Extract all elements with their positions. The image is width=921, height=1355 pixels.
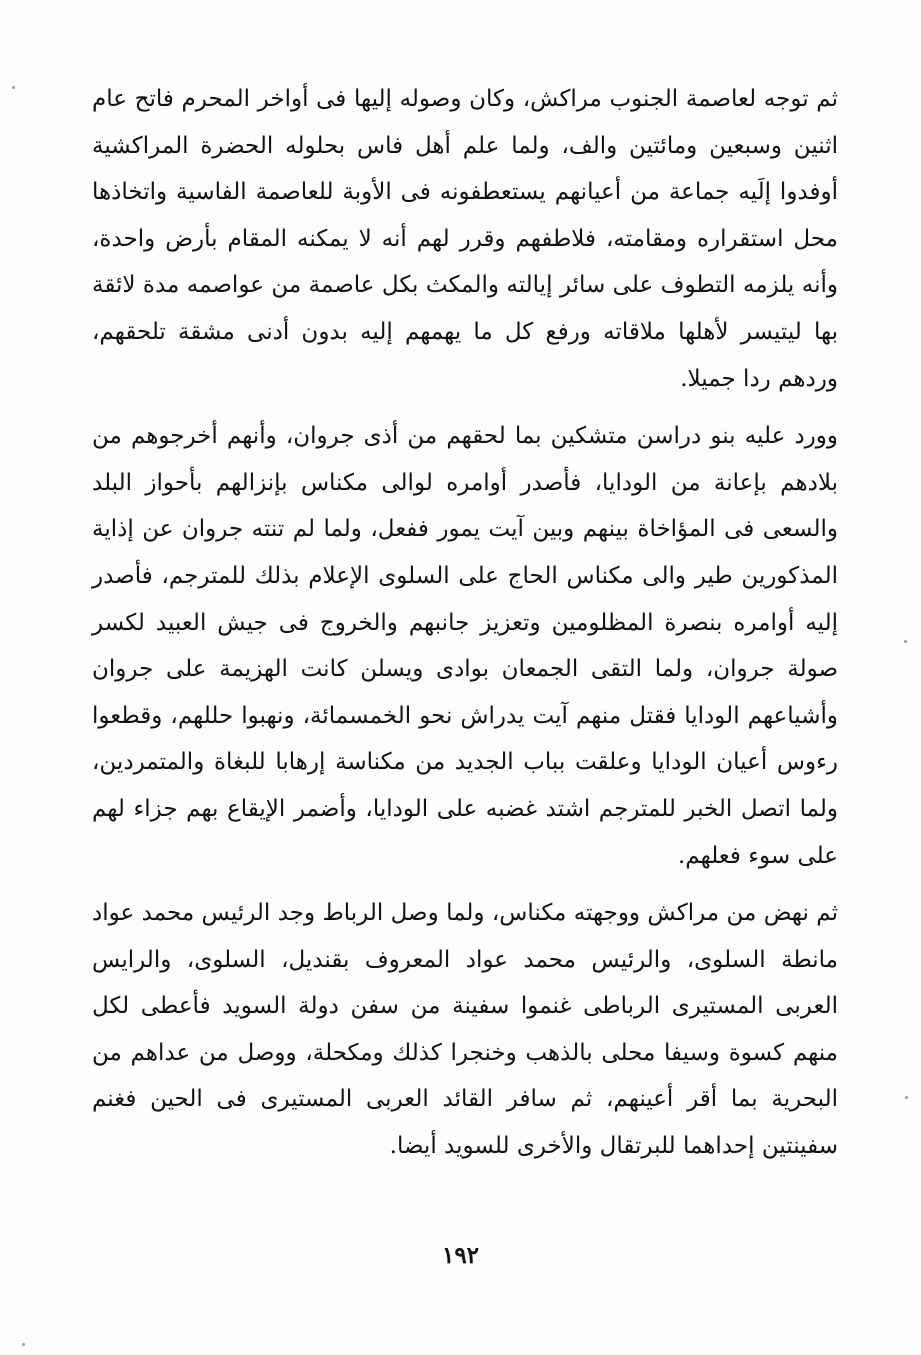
scan-speck bbox=[12, 86, 15, 89]
paragraph-3: ثم نهض من مراكش ووجهته مكناس، ولما وصل الرباط وجد الرئيس محمد عواد مانطة السلوى، والرئيس محمد عواد المعروف بقنديل، السلوى، والرايس العربى المستيرى الرباطى غنموا سفينة من سفن دولة السويد فأعطى لكل منهم كسوة وسيفا محلى بالذهب وخنجرا كذلك ومكحلة، ووصل من عداهم من البحرية بما أقر أعينهم، ثم سافر القائد العربى المستيرى فى الحين فغنم سفينتين إحداهما للبرتقال والأخرى للسويد أيضا. bbox=[92, 900, 838, 1160]
scan-speck bbox=[22, 1343, 25, 1346]
paragraph-2: وورد عليه بنو دراسن متشكين بما لحقهم من أذى جروان، وأنهم أخرجوهم من بلادهم بإعانة من الودايا، فأصدر أوامره لوالى مكناس بإنزالهم بأحواز البلد والسعى فى المؤاخاة بينهم وبين آيت يمور ففعل، ولما لم تنته جروان عن إذاية المذكورين طير والى مكناس الحاج على السلوى الإعلام بذلك للمترجم، فأصدر إليه أوامره بنصرة المظلومين وتعزيز جانبهم والخروج فى جيش العبيد لكسر صولة جروان، ولما التقى الجمعان بوادى ويسلن كانت الهزيمة على جروان وأشياعهم الودايا فقتل منهم آيت يدراش نحو الخمسمائة، ونهبوا حللهم، وقطعوا رءوس أعيان الودايا وعلقت بباب الجديد من مكناسة إرهابا للبغاة والمتمردين، ولما اتصل الخبر للمترجم اشتد غضبه على الودايا، وأضمر الإيقاع بهم جزاء لهم على سوء فعلهم. bbox=[92, 423, 838, 869]
paragraph-1: ثم توجه لعاصمة الجنوب مراكش، وكان وصوله إليها فى أواخر المحرم فاتح عام اثنين وسبعين ومائتين والف، ولما علم أهل فاس بحلوله الحضرة المراكشية أوفدوا إلَيه جماعة من أعيانهم يستعطفونه فى الأوبة للعاصمة الفاسية واتخاذها محل استقراره ومقامته، فلاطفهم وقرر لهم أنه لا يمكنه المقام بأرض واحدة، وأنه يلزمه التطوف على سائر إيالته والمكث بكل عاصمة من عواصمه مدة لائقة بها ليتيسر لأهلها ملاقاته ورفع كل ما يهمهم إليه بدون أدنى مشقة تلحقهم، وردهم ردا جميلا. bbox=[92, 86, 838, 392]
body-text bbox=[92, 76, 838, 1170]
scan-speck bbox=[905, 1096, 908, 1099]
scan-speck bbox=[904, 640, 907, 643]
page-number: ١٩٢ bbox=[441, 1242, 480, 1269]
